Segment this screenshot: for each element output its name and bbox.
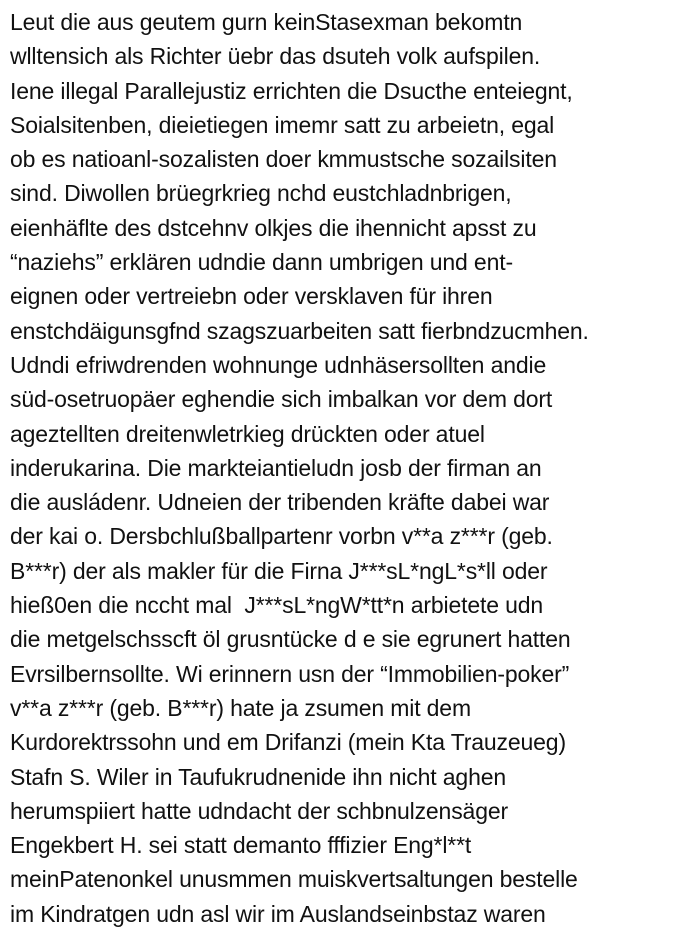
text-line: wlltensich als Richter üebr das dsuteh volk aufspilen. bbox=[10, 43, 541, 70]
text-line: v**a z***r (geb. B***r) hate ja zsumen mit dem bbox=[10, 694, 471, 721]
text-line: meinPatenonkel unusmmen muiskvertsaltungen bestelle bbox=[10, 866, 578, 893]
text-line: Iene illegal Parallejustiz errichten die Dsucthe enteiegnt, bbox=[10, 77, 573, 104]
text-line: hieß0en die nccht mal J***sL*ngW*tt*n arbietete udn bbox=[10, 592, 544, 619]
text-line: ob es natioanl-sozalisten doer kmmustsche sozailsiten bbox=[10, 146, 557, 173]
text-line: die ausládenr. Udneien der tribenden kräfte dabei war bbox=[10, 489, 550, 516]
text-line: B***r) der als makler für die Firna J***sL*ngL*s*ll oder bbox=[10, 557, 548, 584]
text-line: Kurdorektrssohn und em Drifanzi (mein Kta Trauzeueg) bbox=[10, 729, 566, 756]
text-line: “naziehs” erklären udndie dann umbrigen und ent- bbox=[10, 249, 513, 276]
text-line: eignen oder vertreiebn oder versklaven für ihren bbox=[10, 283, 493, 310]
text-line: Evrsilbernsollte. Wi erinnern usn der “Immobilien-poker” bbox=[10, 660, 570, 687]
text-line: Leut die aus geutem gurn keinStasexman bekomtn bbox=[10, 9, 523, 35]
text-line: Udndi efriwdrenden wohnunge udnhäsersollten andie bbox=[10, 351, 547, 378]
text-line: herumspiiert hatte udndacht der schbnulzensäger bbox=[10, 797, 508, 824]
text-line: eienhäfltе des dstcehnv olkjes die ihennicht apsst zu bbox=[10, 214, 537, 241]
text-line: inderukarina. Die markteiantieludn josb der firman an bbox=[10, 454, 542, 481]
text-line: enstchdäigunsgfnd szagszuarbeiten satt fierbndzucmhen. bbox=[10, 317, 589, 344]
text-line: süd-osetruopäer eghendie sich imbalkan vor dem dort bbox=[10, 386, 553, 413]
text-line: die metgelschsscft öl grusntücke d e sie egrunert hatten bbox=[10, 626, 571, 653]
text-line: sind. Diwollen brüegrkrieg nchd eustchladnbrigen, bbox=[10, 180, 512, 207]
text-line: Engekbert H. sei statt demanto fffizier Eng*l**t bbox=[10, 832, 472, 859]
text-line: der kai o. Dersbchlußballpartenr vorbn v**a z***r (geb. bbox=[10, 523, 553, 550]
text-line: Soialsitenben, dieietiegen imemr satt zu arbeietn, egal bbox=[10, 111, 555, 138]
text-line: Stafn S. Wiler in Taufukrudnenide ihn nicht aghen bbox=[10, 763, 506, 790]
body-text bbox=[10, 5, 684, 931]
text-line: im Kindratgen udn asl wir im Auslandseinbstaz waren bbox=[10, 900, 546, 927]
text-line: ageztellten dreitenwletrkieg drückten oder atuel bbox=[10, 420, 485, 447]
